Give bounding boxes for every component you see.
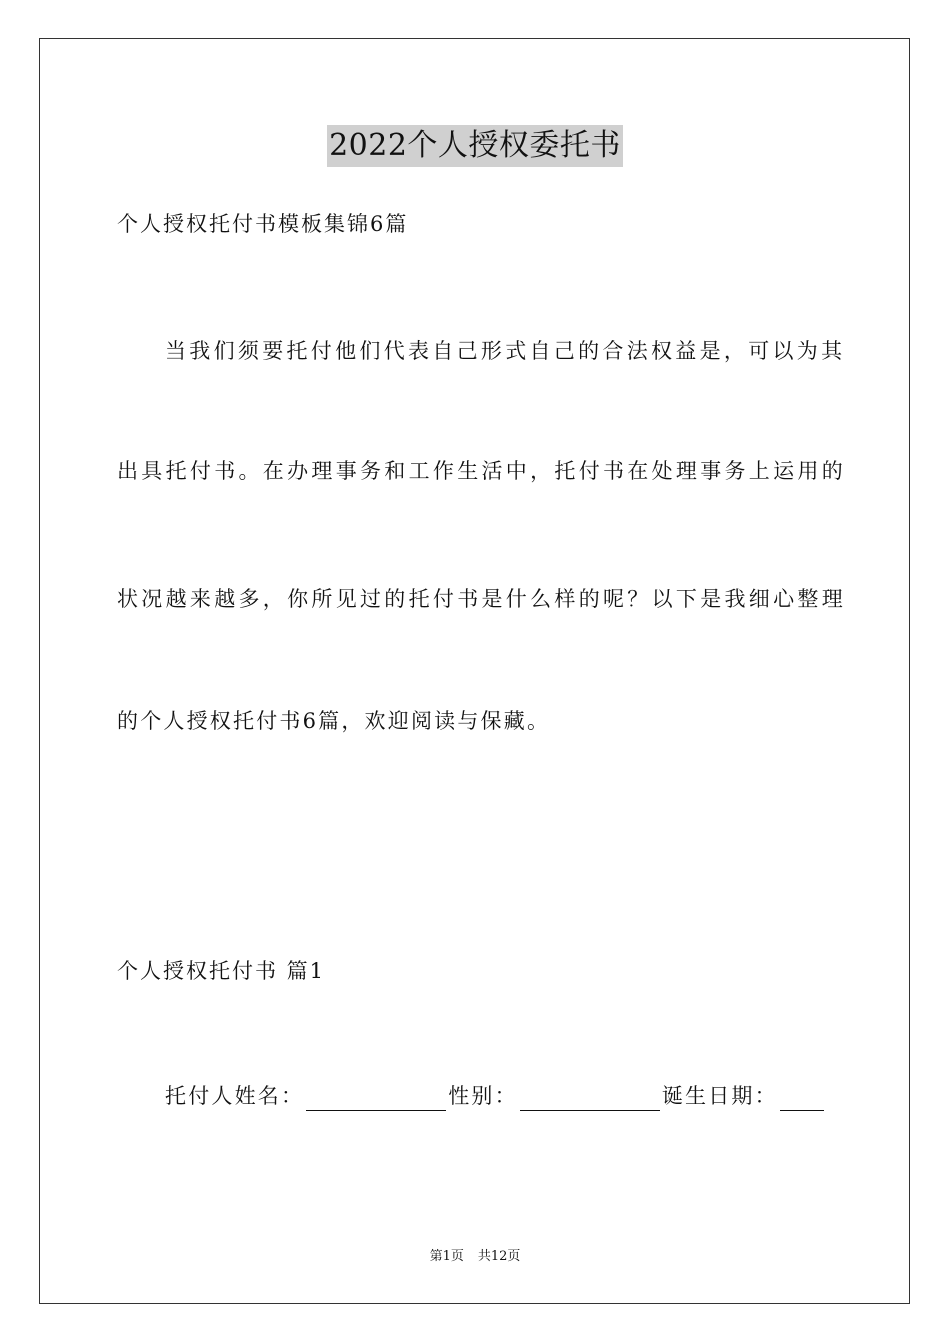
section-heading: 个人授权托付书 篇1 xyxy=(117,959,326,983)
page-total: 共12页 xyxy=(477,1249,521,1264)
form-line xyxy=(165,1081,826,1111)
document-title: 2022个人授权委托书 xyxy=(327,125,623,167)
title-container xyxy=(0,125,950,167)
gender-blank xyxy=(520,1088,660,1111)
birth-date-blank xyxy=(780,1088,824,1111)
name-label: 托付人姓名： xyxy=(165,1084,305,1108)
intro-line-2: 出具托付书。在办理事务和工作生活中，托付书在处理事务上运用的 xyxy=(117,459,846,483)
intro-line-1: 当我们须要托付他们代表自己形式自己的合法权益是，可以为其 xyxy=(165,339,846,363)
page-footer xyxy=(0,1248,950,1266)
intro-line-3: 状况越来越多，你所见过的托付书是什么样的呢？以下是我细心整理 xyxy=(117,587,846,611)
intro-line-4: 的个人授权托付书6篇，欢迎阅读与保藏。 xyxy=(117,709,551,733)
page-number: 第1页 xyxy=(429,1249,464,1264)
document-subtitle: 个人授权托付书模板集锦6篇 xyxy=(117,212,409,236)
birth-date-label: 诞生日期： xyxy=(661,1084,778,1108)
name-blank xyxy=(306,1088,446,1111)
gender-label: 性别： xyxy=(448,1084,518,1108)
